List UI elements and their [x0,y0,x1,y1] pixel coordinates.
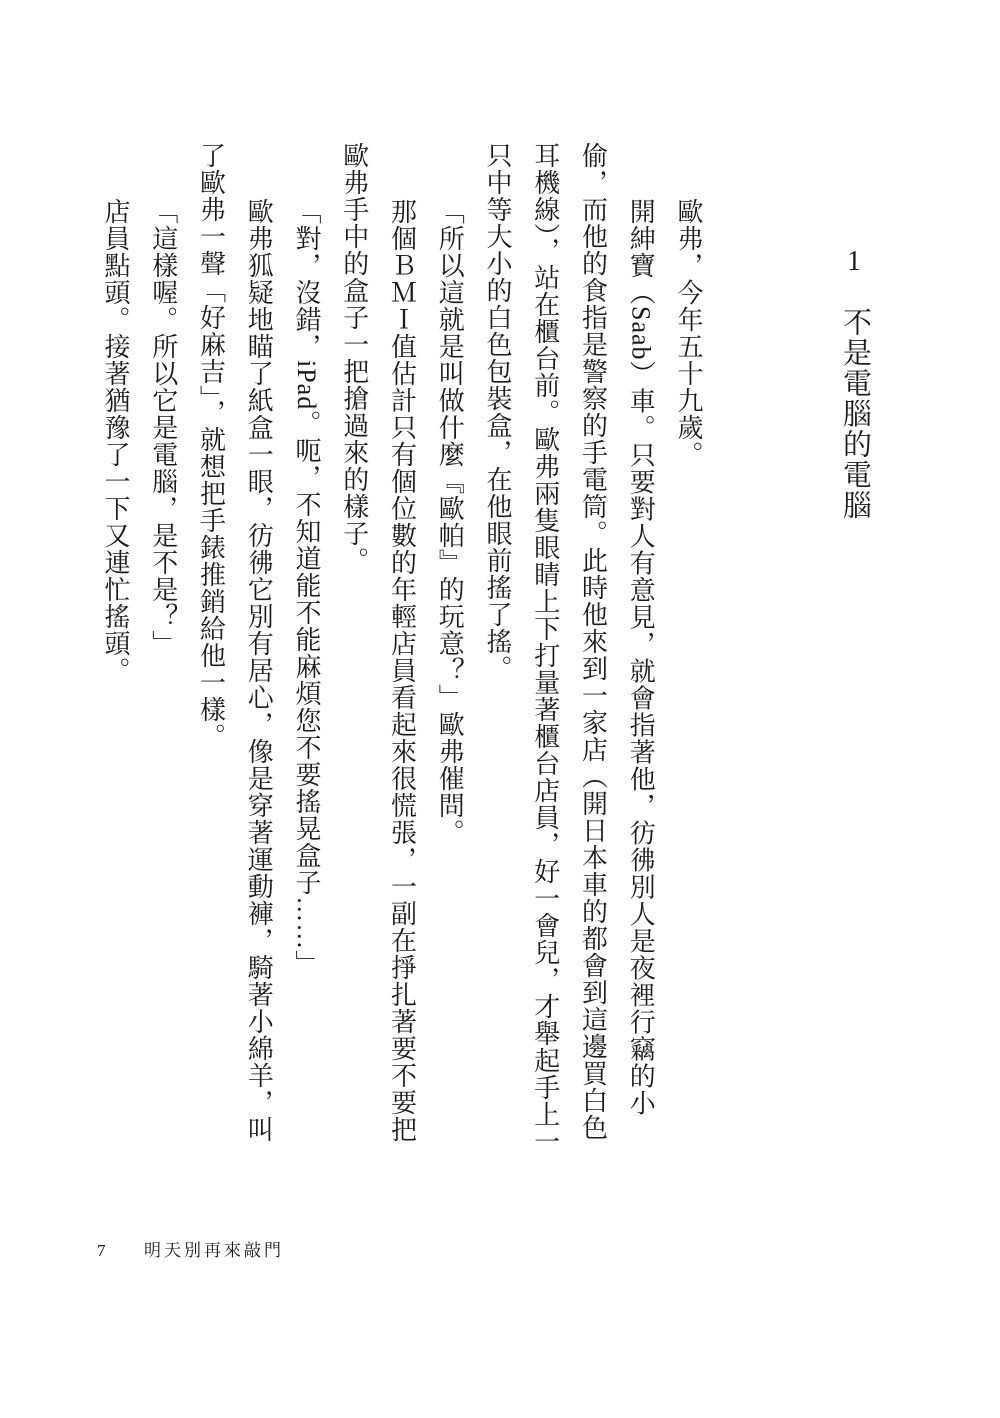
paragraph: 「所以這就是叫做什麼『歐帕』的玩意？」歐弗催問。 [435,197,465,846]
body-text [91,142,712,1162]
chapter-number: 1 [847,246,861,277]
paragraph: 「對，沒錯，iPad。呃，不知道能不能麻煩您不要搖晃盒子……」 [292,197,321,978]
chapter-title: 不是電腦的電腦 [839,307,871,521]
running-title: 明天別再來敲門 [144,1241,284,1260]
page-footer [97,1241,284,1261]
paragraph: 歐弗，今年五十九歲。 [674,197,703,468]
paragraph: 開紳寶（Saab）車。只要對人有意見，就會指著他，彷彿別人是夜裡行竊的小偷，而他的食指是警察的手電筒。此時他來到一家店（開日本車的都會到這邊買白色耳機線），站在櫃台前。歐弗兩隻眼睛上下打量著櫃台店員，好一會兒，才舉起手上一只中等大小的白色包裝盒，在他眼前搖了搖。 [483,142,656,1155]
paragraph: 「這樣喔。所以它是電腦，是不是？」 [148,197,178,657]
paragraph: 店員點頭。接著猶豫了一下又連忙搖頭。 [101,197,130,684]
page-number: 7 [97,1241,106,1260]
paragraph: 歐弗狐疑地瞄了紙盒一眼，彷彿它別有居心，像是穿著運動褲，騎著小綿羊，叫了歐弗一聲「好麻吉」，就想把手錶推銷給他一樣。 [196,142,274,1143]
paragraph: 那個ＢＭＩ值估計只有個位數的年輕店員看起來很慌張，一副在掙扎著要不要把歐弗手中的盒子一把搶過來的樣子。 [339,142,417,1143]
